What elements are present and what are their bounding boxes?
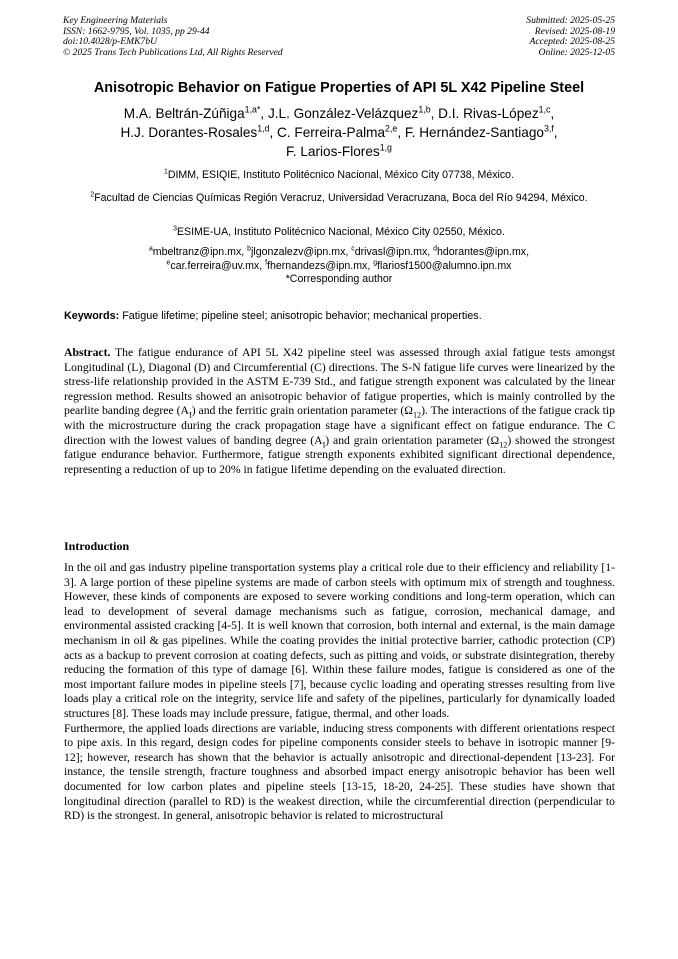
email-marker: f xyxy=(265,258,268,266)
section-heading-introduction: Introduction xyxy=(64,539,130,553)
doi-line: doi:10.4028/p-EMK7bU xyxy=(63,36,158,48)
email-marker: b xyxy=(247,245,251,253)
email-link[interactable]: mbeltranz@ipn.mx xyxy=(152,246,242,258)
paragraph: Furthermore, the applied loads directions are variable, inducing stress components with different orientations respect to pipe axis. In this regard, design codes for pipeline components consider steels to behave in isotropic manner [9-12]; however, research has shown that the behavior is actually anisotropic and directional-dependent [13-23]. For instance, the tensile strength, fracture toughness and absorbed impact energy anisotropic behavior has been well documented for low carbon plates and pipeline steels [13-15, 18-20, 24-25]. These studies have shown that longitudinal direction (parallel to RD) is the weakest direction, while the circumferential direction (perpendicular to RD) is the strongest. In general, anisotropic behavior is related to microstructural xyxy=(64,721,615,823)
affiliation-2 xyxy=(62,191,616,205)
abstract-label: Abstract. xyxy=(64,346,111,359)
corresponding-author-note: *Corresponding author xyxy=(285,273,393,285)
abstract-text: ) and grain orientation parameter (Ω xyxy=(325,433,500,447)
author-name: J.L. González-Velázquez xyxy=(267,106,419,121)
abstract-text: ) and the ferritic grain orientation parameter (Ω xyxy=(191,404,413,418)
affiliation-3 xyxy=(60,225,618,239)
keywords-text: Fatigue lifetime; pipeline steel; anisotropic behavior; mechanical properties. xyxy=(122,310,482,322)
copyright-line: © 2025 Trans Tech Publications Ltd, All Rights Reserved xyxy=(63,46,283,58)
email-link[interactable]: jlgonzalezv@ipn.mx xyxy=(251,246,346,258)
introduction-body xyxy=(64,561,615,824)
paper-title: Anisotropic Behavior on Fatigue Properties of API 5L X42 Pipeline Steel xyxy=(93,80,585,96)
email-marker: c xyxy=(351,245,355,253)
affiliation-marker: 1 xyxy=(163,168,168,176)
author-marker: 3,f xyxy=(543,123,554,134)
author-marker: 1,a* xyxy=(244,104,261,115)
revised-date: Revised: 2025-08-19 xyxy=(534,25,615,37)
email-link[interactable]: car.ferreira@uv.mx xyxy=(170,259,260,272)
journal-header-right xyxy=(526,16,615,58)
author-list: M.A. Beltrán-Zúñiga$^{1,a*}$, J.L. González-Velázquez$^{1,b}$, D.I. Rivas-López$^{1,c}$, H.J. Dorantes-Rosales$^{1,d}$, C. Ferreira-Palma$^{2,e}$, F. Hernández-Santiago$^{3,f}$, F. Larios-Flores$^{1,g}$ xyxy=(120,104,558,159)
affiliation-1 xyxy=(60,168,618,182)
issn-line: ISSN: 1662-9795, Vol. 1035, pp 29-44 xyxy=(63,25,210,37)
subscript: 12 xyxy=(499,439,508,449)
affiliation-marker: 2 xyxy=(90,191,95,199)
online-date: Online: 2025-12-05 xyxy=(538,46,615,58)
author-marker: 1,d xyxy=(257,123,270,134)
keywords-label: Keywords: xyxy=(64,310,120,322)
submitted-date: Submitted: 2025-05-25 xyxy=(526,15,615,26)
abstract-text: ) showed the strongest fatigue endurance behavior. Furthermore, fatigue strength exponents exhibited significant directional dependence, representing a reduction of up to 20% in fatigue lifetime depending on the evaluated direction. xyxy=(64,433,615,476)
abstract xyxy=(64,346,615,477)
subscript: 12 xyxy=(412,410,422,420)
author-name: F. Hernández-Santiago xyxy=(404,125,544,140)
email-link[interactable]: hdorantes@ipn.mx xyxy=(437,246,527,258)
author-marker: 2,e xyxy=(385,123,398,134)
email-marker: e xyxy=(166,258,171,266)
author-name: H.J. Dorantes-Rosales xyxy=(120,125,258,140)
keywords xyxy=(64,310,614,322)
author-name: D.I. Rivas-López xyxy=(438,106,539,121)
author-marker: 1,b xyxy=(418,104,431,115)
author-marker: 1,g xyxy=(379,142,392,153)
affiliation-text: ESIME-UA, Instituto Politécnico Nacional, México City 02550, México. xyxy=(176,226,505,238)
subscript: I xyxy=(188,410,192,420)
email-marker: a xyxy=(148,245,153,253)
abstract-text: The fatigue endurance of API 5L X42 pipeline steel was assessed through axial fatigue tests amongst Longitudinal (L), Diagonal (D) and Circumferential (C) directions. The S-N fatigue life curves were linearized by the stress-life relationship provided in the ASTM E-739 Std., and fatigue strength exponent was calculated by the linear regression method. Results showed an anisotropic behavior of fatigue properties, which is mainly controlled by the pearlite banding degree (A xyxy=(64,346,615,418)
affiliation-text: Facultad de Ciencias Químicas Región Veracruz, Universidad Veracruzana, Boca del Río 94294, México. xyxy=(94,192,588,204)
author-name: M.A. Beltrán-Zúñiga xyxy=(123,106,245,121)
author-name: F. Larios-Flores xyxy=(286,144,380,159)
subscript: I xyxy=(322,439,326,449)
affiliation-text: DIMM, ESIQIE, Instituto Politécnico Nacional, México City 07738, México. xyxy=(167,169,515,181)
journal-name: Key Engineering Materials xyxy=(63,15,168,26)
email-link[interactable]: fhernandezs@ipn.mx xyxy=(267,259,368,272)
email-link[interactable]: drivasl@ipn.mx xyxy=(354,246,428,258)
abstract-text: ). The interactions of the fatigue crack tip with the microstructure during the crack propagation stage have a significant effect on fatigue endurance. The C direction with the lowest values of banding degree (A xyxy=(64,404,615,447)
journal-header-left xyxy=(63,16,283,58)
email-list: $^a$mbeltranz@ipn.mx, $^b$jlgonzalezv@ipn.mx, $^c$drivasl@ipn.mx, $^d$hdorantes@ipn.mx, $^e$car.ferreira@uv.mx, $^f$fhernandezs@ipn.mx, $^g$flariosf1500@alumno.ipn.mx *Corresponding author xyxy=(148,245,530,285)
affiliation-marker: 3 xyxy=(173,225,177,233)
paragraph: In the oil and gas industry pipeline transportation systems play a critical role due to their efficiency and reliability [1-3]. A large portion of these pipeline systems are made of carbon steels with optimum mix of strength and toughness. However, these kinds of components are exposed to severe working conditions and long-term operation, which can lead to development of several damage mechanisms such as fatigue, corrosion, mechanical damage, and environmental assisted cracking [4-5]. It is well known that corrosion, both internal and external, is the main damage mechanism in oil & gas pipelines. While the coating provides the initial protective barrier, cathodic protection (CP) acts as a backup to prevent corrosion at coating defects, such as pitting and voids, or substrate disintegration, thereby reducing the formation of this type of damage [6]. Within these failure modes, fatigue is considered as one of the most important failure modes in pipeline steels [7], because cyclic loading and operating stresses resulting from live loads play a critical role on the integrity, service life and safety of the pipelines, particularly for dynamically loaded structures [8]. These loads may include pressure, fatigue, thermal, and other loads. xyxy=(64,561,615,720)
author-marker: 1,c xyxy=(538,104,551,115)
author-name: C. Ferreira-Palma xyxy=(277,125,386,140)
email-marker: d xyxy=(433,245,437,253)
accepted-date: Accepted: 2025-08-25 xyxy=(529,36,615,48)
email-marker: g xyxy=(373,258,378,266)
email-link[interactable]: flariosf1500@alumno.ipn.mx xyxy=(377,259,512,272)
